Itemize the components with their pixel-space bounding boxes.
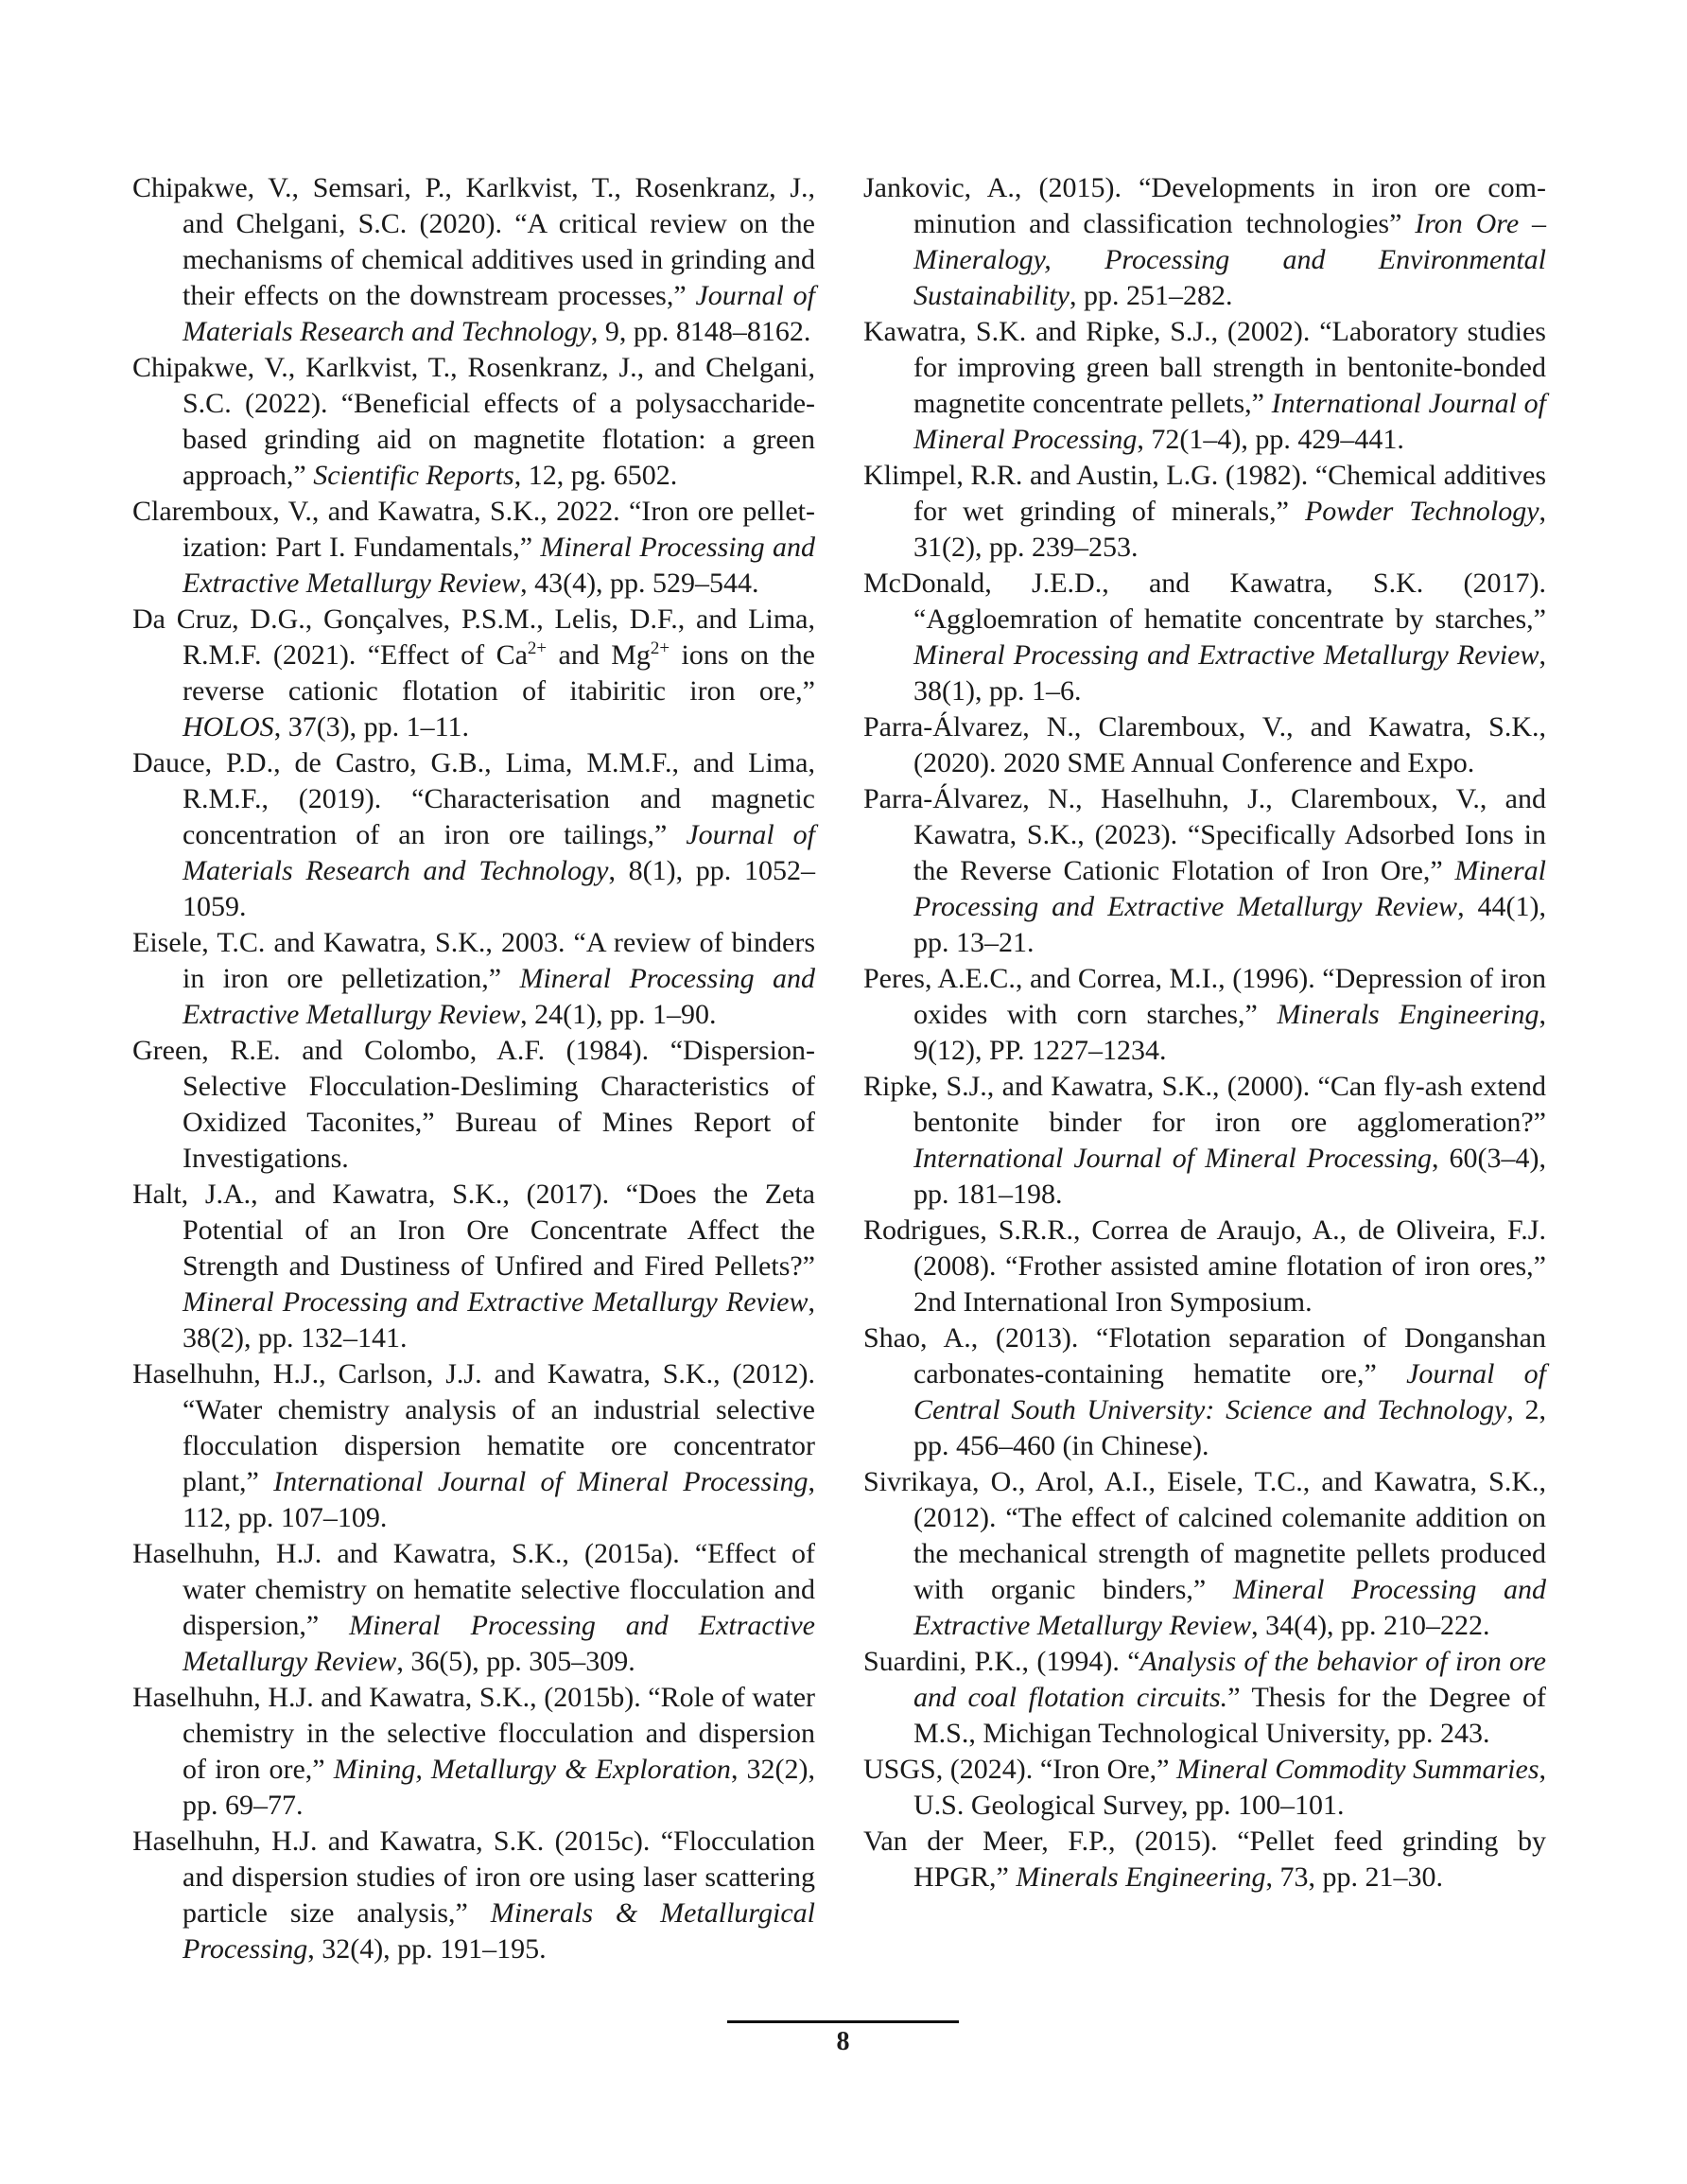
reference-entry: [863, 1644, 1546, 1752]
reference-source-title: Minerals Engineering: [1016, 1861, 1266, 1893]
reference-source-title: Mineral Commodity Summaries: [1176, 1754, 1539, 1785]
reference-source-title: Minerals & Metallurgical Processing: [183, 1897, 815, 1965]
reference-text: , 32(2), pp. 69–77.: [183, 1754, 815, 1821]
reference-text: , 73, pp. 21–30.: [1265, 1861, 1443, 1893]
reference-text: Haselhuhn, H.J., Carlson, J.J. and Kawatra, S.K., (2012). “Water chemistry analysis of an industrial selective flocculation dispersion hematite ore concentrator plant,”: [132, 1358, 815, 1497]
reference-source-title: Journal of Central South University: Science and Technology: [913, 1358, 1546, 1425]
reference-text: Kawatra, S.K. and Ripke, S.J., (2002). “Laboratory studies for improving green ball strength in bentonite-bonded magnetite concentrate pellets,”: [863, 316, 1546, 419]
reference-text: , pp. 251–282.: [1070, 280, 1233, 311]
reference-text: , 60(3–4), pp. 181–198.: [913, 1143, 1546, 1210]
reference-entry: [863, 709, 1546, 781]
reference-superscript: 2+: [527, 638, 548, 658]
reference-text: Jankovic, A., (2015). “Developments in iron ore comminution and classification technologies”: [863, 172, 1546, 239]
reference-source-title: Mineral Processing and Extractive Metallurgy Review: [183, 532, 815, 599]
reference-entry: [132, 1536, 815, 1680]
reference-text: , 72(1–4), pp. 429–441.: [1137, 424, 1404, 455]
reference-text: Parra-Álvarez, N., Claremboux, V., and Kawatra, S.K., (2020). 2020 SME Annual Conference and Expo.: [863, 711, 1546, 778]
reference-source-title: Mineral Processing and Extractive Metallurgy Review: [183, 1286, 809, 1318]
reference-source-title: Journal of Materials Research and Technology: [183, 280, 815, 347]
reference-source-title: Powder Technology: [1304, 496, 1539, 527]
reference-text: Sivrikaya, O., Arol, A.I., Eisele, T.C., and Kawatra, S.K., (2012). “The effect of calcined colemanite addition on the mechanical strength of magnetite pellets produced with organic binders,”: [863, 1466, 1546, 1605]
reference-entry: [863, 170, 1546, 314]
reference-text: , 2, pp. 456–460 (in Chinese).: [913, 1394, 1546, 1461]
reference-text: Halt, J.A., and Kawatra, S.K., (2017). “Does the Zeta Potential of an Iron Ore Concentrate Affect the Strength and Dustiness of Unfired and Fired Pellets?”: [132, 1179, 815, 1282]
reference-entry: [132, 350, 815, 494]
reference-entry: [132, 1680, 815, 1824]
reference-text: Da Cruz, D.G., Gonçalves, P.S.M., Lelis, D.F., and Lima, R.M.F. (2021). “Effect of Ca: [132, 603, 815, 671]
reference-entry: [132, 1033, 815, 1177]
reference-text: , 38(2), pp. 132–141.: [183, 1286, 815, 1354]
reference-text: , 112, pp. 107–109.: [183, 1466, 815, 1533]
reference-text: Haselhuhn, H.J. and Kawatra, S.K., (2015a). “Effect of water chemistry on hematite selective flocculation and dispersion,”: [132, 1538, 815, 1641]
reference-text: Suardini, P.K., (1994). “: [863, 1646, 1140, 1677]
reference-source-title: Mineral Processing and Extractive Metallurgy Review: [913, 639, 1539, 671]
reference-source-title: Mineral Processing and Extractive Metallurgy Review: [913, 1574, 1546, 1641]
reference-text: Shao, A., (2013). “Flotation separation of Donganshan carbonates-containing hematite ore,”: [863, 1322, 1546, 1389]
reference-text: Eisele, T.C. and Kawatra, S.K., 2003. “A review of binders in iron ore pelletization,”: [132, 927, 815, 994]
reference-text: and Mg: [547, 639, 651, 671]
reference-source-title: Mineral Processing and Extractive Metallurgy Review: [183, 963, 815, 1030]
reference-superscript: 2+: [650, 638, 670, 658]
reference-entry: [863, 566, 1546, 709]
reference-text: McDonald, J.E.D., and Kawatra, S.K. (2017). “Aggloemration of hematite concentrate by starches,”: [863, 568, 1546, 635]
reference-text: , 43(4), pp. 529–544.: [520, 568, 759, 599]
reference-source-title: Mineral Processing and Extractive Metallurgy Review: [183, 1610, 815, 1677]
reference-entry: [863, 314, 1546, 458]
reference-source-title: Mining, Metallurgy & Exploration: [333, 1754, 731, 1785]
reference-entry: [863, 1320, 1546, 1464]
reference-text: , U.S. Geological Survey, pp. 100–101.: [913, 1754, 1546, 1821]
reference-source-title: Analysis of the behavior of iron ore and coal flotation circuits.: [913, 1646, 1546, 1713]
reference-text: Green, R.E. and Colombo, A.F. (1984). “Dispersion-Selective Flocculation-Desliming Characteristics of Oxidized Taconites,” Bureau of Mines Report of Investigations.: [132, 1035, 815, 1174]
reference-source-title: Minerals Engineering: [1277, 999, 1539, 1030]
reference-text: , 8(1), pp. 1052–1059.: [183, 855, 815, 922]
reference-entry: [863, 1752, 1546, 1824]
reference-entry: [132, 1177, 815, 1356]
reference-text: , 34(4), pp. 210–222.: [1251, 1610, 1490, 1641]
reference-text: Rodrigues, S.R.R., Correa de Araujo, A., de Oliveira, F.J. (2008). “Frother assisted amine flotation of iron ores,” 2nd International Iron Symposium.: [863, 1214, 1546, 1318]
reference-source-title: International Journal of Mineral Processing: [913, 1143, 1432, 1174]
reference-text: Haselhuhn, H.J. and Kawatra, S.K., (2015b). “Role of water chemistry in the selective flocculation and dispersion of iron ore,”: [132, 1682, 815, 1785]
reference-entry: [863, 1069, 1546, 1213]
reference-text: , 38(1), pp. 1–6.: [913, 639, 1546, 707]
reference-source-title: Journal of Materials Research and Technology: [183, 819, 815, 886]
reference-entry: [863, 1824, 1546, 1896]
reference-text: Haselhuhn, H.J. and Kawatra, S.K. (2015c). “Flocculation and dispersion studies of iron ore using laser scattering particle size analysis,”: [132, 1826, 815, 1929]
reference-text: Ripke, S.J., and Kawatra, S.K., (2000). “Can fly-ash extend bentonite binder for iron ore agglomeration?”: [863, 1071, 1546, 1138]
reference-entry: [863, 1213, 1546, 1320]
reference-entry: [132, 925, 815, 1033]
reference-text: , 37(3), pp. 1–11.: [273, 711, 470, 743]
reference-text: Chipakwe, V., Semsari, P., Karlkvist, T., Rosenkranz, J., and Chelgani, S.C. (2020). “A critical review on the mechanisms of chemical additives used in grinding and their effects on the downstream processes,”: [132, 172, 815, 311]
reference-text: Claremboux, V., and Kawatra, S.K., 2022. “Iron ore pelletization: Part I. Fundamentals,”: [132, 496, 815, 563]
footer-rule: [727, 2020, 959, 2023]
reference-column-left: [132, 170, 815, 1967]
reference-text: , 12, pg. 6502.: [513, 460, 678, 491]
reference-entry: [132, 1356, 815, 1536]
reference-entry: [863, 781, 1546, 961]
reference-entry: [863, 458, 1546, 566]
reference-source-title: Mineral Processing and Extractive Metallurgy Review: [913, 855, 1546, 922]
reference-entry: [132, 170, 815, 350]
reference-text: , 32(4), pp. 191–195.: [307, 1933, 547, 1965]
reference-text: , 31(2), pp. 239–253.: [913, 496, 1547, 563]
reference-text: , 44(1), pp. 13–21.: [913, 891, 1546, 958]
reference-text: Klimpel, R.R. and Austin, L.G. (1982). “Chemical additives for wet grinding of minerals,”: [863, 460, 1546, 527]
reference-entry: [863, 961, 1546, 1069]
reference-text: Dauce, P.D., de Castro, G.B., Lima, M.M.F., and Lima, R.M.F., (2019). “Characterisation and magnetic concentration of an iron ore tailings,”: [132, 747, 815, 850]
reference-entry: [863, 1464, 1546, 1644]
reference-source-title: Iron Ore – Mineralogy, Processing and Environmental Sustainability: [913, 208, 1547, 311]
reference-entry: [132, 1824, 815, 1967]
reference-text: Chipakwe, V., Karlkvist, T., Rosenkranz, J., and Chelgani, S.C. (2022). “Beneficial effects of a polysaccharide-based grinding aid on magnetite flotation: a green approach,”: [132, 352, 815, 491]
reference-text: ions on the reverse cationic flotation of itabiritic iron ore,”: [183, 639, 815, 707]
reference-source-title: HOLOS: [183, 711, 274, 743]
reference-text: USGS, (2024). “Iron Ore,”: [863, 1754, 1177, 1785]
reference-text: Peres, A.E.C., and Correa, M.I., (1996). “Depression of iron oxides with corn starches,”: [863, 963, 1546, 1030]
reference-entry: [132, 602, 815, 745]
reference-source-title: International Journal of Mineral Processing: [913, 388, 1546, 455]
reference-source-title: International Journal of Mineral Processing: [273, 1466, 809, 1497]
reference-text: Van der Meer, F.P., (2015). “Pellet feed grinding by HPGR,”: [863, 1826, 1546, 1893]
reference-text: , 24(1), pp. 1–90.: [520, 999, 717, 1030]
reference-source-title: Scientific Reports: [313, 460, 514, 491]
reference-text: ” Thesis for the Degree of M.S., Michigan Technological University, pp. 243.: [913, 1682, 1546, 1749]
reference-text: , 36(5), pp. 305–309.: [396, 1646, 635, 1677]
reference-text: , 9, pp. 8148–8162.: [590, 316, 811, 347]
reference-text: Parra-Álvarez, N., Haselhuhn, J., Claremboux, V., and Kawatra, S.K., (2023). “Specifically Adsorbed Ions in the Reverse Cationic Flotation of Iron Ore,”: [863, 783, 1546, 886]
reference-entry: [132, 745, 815, 925]
reference-text: , 9(12), PP. 1227–1234.: [913, 999, 1546, 1066]
reference-column-right: [863, 170, 1546, 1896]
page-number: 8: [836, 2027, 850, 2056]
reference-entry: [132, 494, 815, 602]
